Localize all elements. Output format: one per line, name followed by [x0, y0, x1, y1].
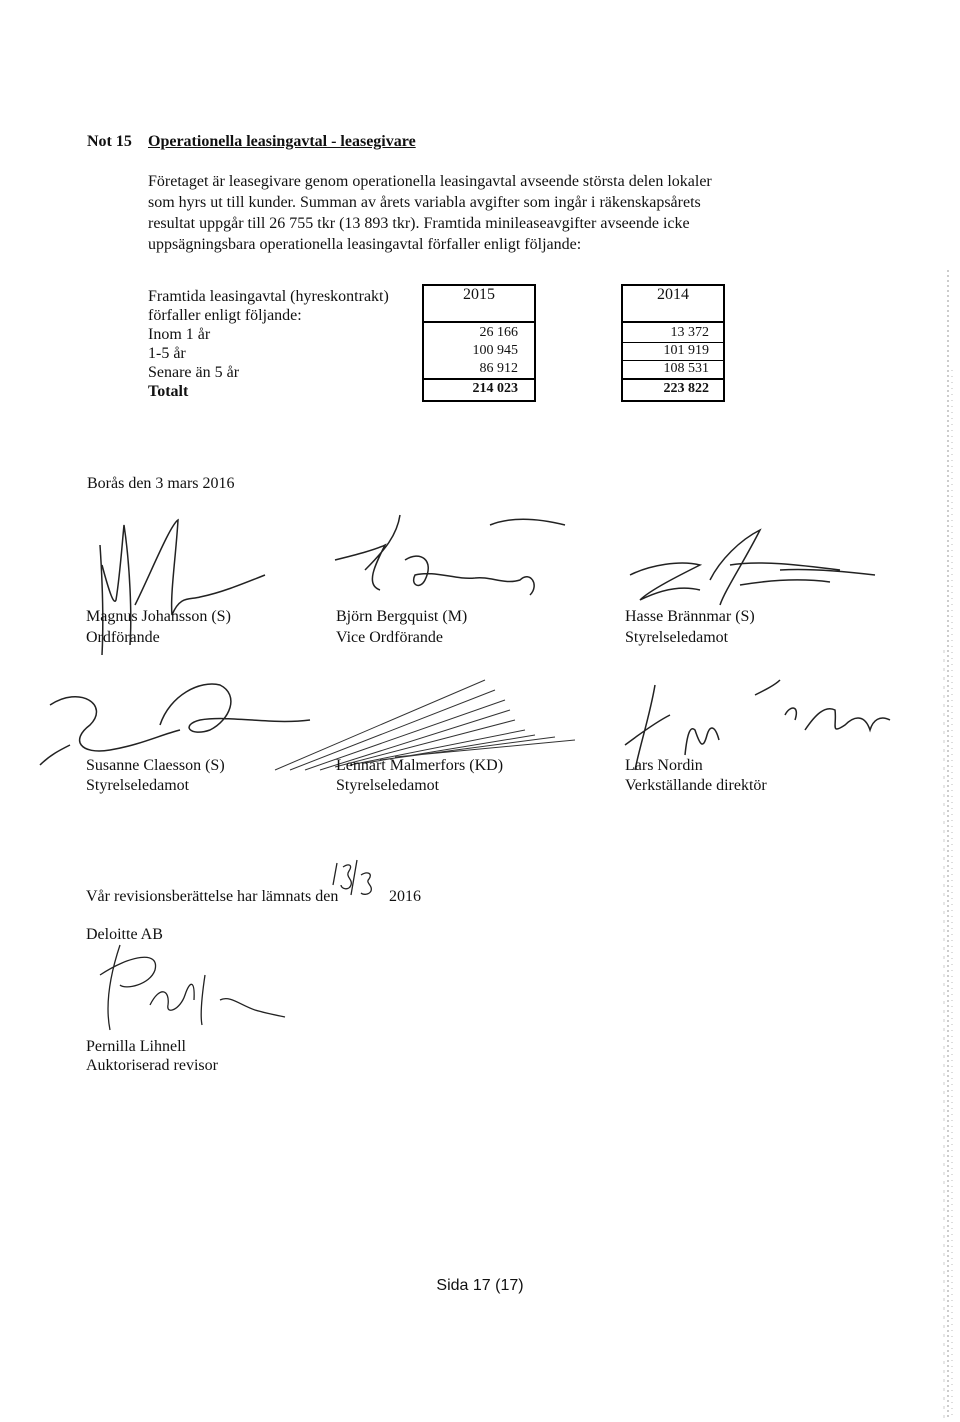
note-title: Operationella leasingavtal - leasegivare — [148, 133, 416, 150]
signatory-role: Styrelseledamot — [336, 777, 440, 794]
signatory-name: Lars Nordin — [625, 757, 703, 774]
auditor-name: Pernilla Lihnell — [86, 1038, 186, 1055]
value-cell: 108 531 — [663, 361, 709, 376]
signature-pernilla-lihnell — [90, 935, 290, 1035]
signatory-name: Björn Bergquist (M) — [336, 608, 468, 625]
signatory-name: Lennart Malmerfors (KD) — [336, 757, 504, 774]
row-label: 1-5 år — [148, 345, 186, 362]
value-cell: 86 912 — [479, 361, 518, 376]
value-cell: 100 945 — [472, 343, 518, 358]
signatory-role: Ordförande — [86, 629, 160, 646]
scan-edge-artifact — [936, 270, 960, 1420]
table-header-line: förfaller enligt följande: — [148, 307, 302, 324]
place-date: Borås den 3 mars 2016 — [87, 475, 235, 492]
year-header-2015: 2015 — [463, 286, 495, 303]
signatory-name: Hasse Brännmar (S) — [625, 608, 755, 625]
signatory-role: Vice Ordförande — [336, 629, 443, 646]
total-label: Totalt — [148, 383, 189, 400]
signatory-name: Susanne Claesson (S) — [86, 757, 225, 774]
signatory-role: Styrelseledamot — [86, 777, 190, 794]
audit-statement: Vår revisionsberättelse har lämnats den — [86, 888, 339, 905]
signature-hasse-brannmar — [610, 520, 880, 620]
signatory-role: Styrelseledamot — [625, 629, 729, 646]
paragraph-line: resultat uppgår till 26 755 tkr (13 893 tkr). Framtida minileaseavgifter avseende icke — [148, 215, 690, 232]
signatory-role: Verkställande direktör — [625, 777, 767, 794]
table-header-line: Framtida leasingavtal (hyreskontrakt) — [148, 288, 389, 305]
paragraph-line: som hyrs ut till kunder. Summan av årets variabla avgifter som ingår i räkenskapsårets — [148, 194, 701, 211]
note-number: Not 15 — [87, 133, 132, 150]
audit-year: 2016 — [389, 888, 421, 905]
row-label: Inom 1 år — [148, 326, 211, 343]
paragraph-line: Företaget är leasegivare genom operationella leasingavtal avseende största delen lokaler — [148, 173, 712, 190]
auditor-title: Auktoriserad revisor — [86, 1057, 218, 1074]
divider — [621, 378, 725, 380]
signature-bjorn-bergquist — [325, 510, 575, 610]
year-header-2014: 2014 — [657, 286, 689, 303]
divider — [621, 321, 725, 323]
page-number: Sida 17 (17) — [436, 1277, 524, 1294]
total-cell: 223 822 — [663, 381, 709, 396]
divider — [422, 378, 536, 380]
value-cell: 26 166 — [479, 325, 518, 340]
note-paragraph — [148, 171, 712, 255]
paragraph-line: uppsägningsbara operationella leasingavtal förfaller enligt följande: — [148, 236, 582, 253]
value-cell: 13 372 — [670, 325, 709, 340]
row-label: Senare än 5 år — [148, 364, 240, 381]
audit-firm: Deloitte AB — [86, 926, 163, 943]
divider — [422, 321, 536, 323]
total-cell: 214 023 — [472, 381, 518, 396]
signatory-name: Magnus Johansson (S) — [86, 608, 231, 625]
value-cell: 101 919 — [663, 343, 709, 358]
